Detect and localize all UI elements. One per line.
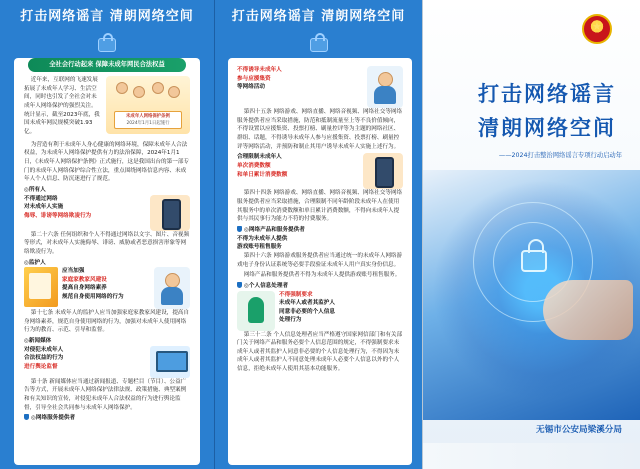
guard-illustration	[237, 291, 275, 331]
footer-wave	[423, 443, 640, 469]
highlight-line: 和单日累计消费数额	[237, 171, 288, 178]
section-heading-guardian: ◎监护人	[24, 259, 46, 266]
fan-illustration	[367, 66, 403, 108]
payment-illustration	[363, 153, 403, 189]
left-panel	[0, 0, 214, 469]
child-head-icon	[116, 82, 128, 94]
guardian-illustration	[154, 267, 190, 309]
section-guardian-row	[24, 267, 190, 309]
highlight-line: 应当加强	[62, 268, 85, 275]
section-heading-all: ◎所有人	[24, 186, 46, 193]
cover-subtitle: ——2024打击整治网络谣言专项行动启动年	[498, 152, 622, 159]
section-heading-service-providers: ◎网络服务提供者	[24, 414, 190, 423]
highlight-line: 未成年人或者其监护人	[279, 300, 335, 307]
middle-content-card	[228, 58, 412, 465]
highlight-line: 游戏账号租售服务	[237, 244, 282, 251]
highlight-line: 同意非必要的个人信息	[279, 308, 335, 315]
article-paragraph: 第十条 新闻媒体应当通过新闻报道、专题栏目（节目）、公益广告等方式，开展未成年人网络保护法律法规、政策措施、典型案例和有关知识的宣传，对侵犯未成年人合法权益的行为进行舆论监督，引导全社会共同参与未成年人网络保护。	[24, 378, 187, 411]
lock-icon	[98, 38, 116, 52]
highlight-line: 规范自身使用网络的行为	[62, 294, 124, 301]
highlight-line: 不得通过网络	[24, 195, 58, 202]
book-illustration	[24, 267, 58, 307]
highlight-line: 不得为未成年人提供	[237, 235, 288, 242]
section-heading-products: ◎网络产品和服务提供者	[237, 226, 403, 235]
highlight-line: 提高自身网络素养	[62, 285, 107, 292]
child-head-icon	[133, 86, 145, 98]
shield-icon	[237, 282, 242, 288]
article-paragraph: 第二十六条 任何组织和个人不得通过网络以文字、图片、音视频等形式，对未成年人实施侮辱、诽谤、威胁或者恶意损害形象等网络欺凌行为。	[24, 231, 190, 255]
phone-illustration	[150, 195, 190, 231]
police-emblem-icon	[582, 14, 612, 44]
article-paragraph: 第四十四条 网络游戏、网络直播、网络音视频、网络社交等网络服务提供者应当采取措施，合理限制不同年龄阶段未成年人在使用其服务中的单次消费数额和单日累计消费数额，不得向未成年人提供与其民事行为能力不符的付费服务。	[237, 190, 403, 223]
intro-paragraph-2: 为营造有利于未成年人身心健康的网络环境，保障未成年人合法权益，为未成年人网络保护提供有力的法治保障，2024年1月1日，《未成年人网络保护条例》正式施行，这是我国出台的第一部专门的未成年人网络保护综合性立法，重点围绕网络信息内容、未成年人个人信息、防沉迷进行了规范。	[24, 141, 190, 183]
section-pill-heading: 全社会行动起来 保障未成年网民合法权益	[28, 58, 186, 72]
cover-panel	[422, 0, 640, 469]
child-head-icon	[152, 82, 164, 94]
cover-title-line-1: 打击网络谣言	[478, 81, 616, 106]
shield-icon	[237, 226, 242, 232]
intro-paragraph: 近年来，互联网的飞速发展拓展了未成年人学习、生活空间，同时也引发了全社会对未成年人网络保护的强烈关注。统计显示，截至2023年底，我国未成年网民规模突破1.93亿。	[24, 77, 100, 135]
block-privacy-row	[237, 291, 403, 331]
highlight-line: 不得诱导未成年人	[237, 67, 282, 73]
family-illustration	[106, 76, 190, 134]
section-all-row	[24, 195, 190, 231]
issuing-organization: 无锡市公安局梁溪分局	[536, 425, 622, 435]
block-spending-row	[237, 153, 403, 189]
media-illustration	[150, 346, 190, 378]
highlight-line: 处理行为	[279, 317, 302, 324]
highlight-line: 进行舆论监督	[24, 364, 58, 371]
middle-panel	[214, 0, 422, 469]
left-banner-title: 打击网络谣言 清朗网络空间	[20, 9, 194, 24]
highlight-line: 对未成年人实施	[24, 204, 64, 211]
highlight-line: 等网络活动	[237, 84, 265, 91]
lock-icon	[310, 38, 328, 52]
highlight-line: 参与应援集资	[237, 75, 271, 82]
article-paragraph: 第十七条 未成年人的监护人应当加强家庭家教家风建设，提高自身网络素养，规范自身使用网络的行为，加强对未成年人使用网络行为的教育、示范、引导和监督。	[24, 310, 190, 334]
hand-graphic	[543, 280, 633, 340]
highlight-line: 对侵犯未成年人	[24, 346, 64, 353]
cover-title-line-2: 清朗网络空间	[478, 115, 616, 140]
highlight-line: 合理限制未成年人	[237, 154, 282, 161]
article-paragraph: 网络产品和服务提供者不得为未成年人提供游戏账号租售服务。	[243, 272, 401, 279]
block-fundraising-row	[237, 66, 403, 108]
section-heading-media: ◎新闻媒体	[24, 338, 52, 345]
highlight-line: 合法权益的行为	[24, 355, 64, 362]
highlight-line: 单次消费数额	[237, 162, 271, 169]
article-paragraph: 第三十二条 个人信息处理者应当严格遵守国家网信部门和有关部门关于网络产品和服务必要个人信息范围的规定，不得强制要求未成年人或者其监护人同意非必要的个人信息处理行为，不得因为未成年人或者其监护人不同意处理未成年人必要个人信息以外的个人信息，拒绝未成年人使用其基本功能服务。	[237, 331, 403, 373]
intro-row	[24, 76, 190, 139]
section-heading-info-processors: ◎个人信息处理者	[237, 282, 403, 291]
middle-banner-title: 打击网络谣言 清朗网络空间	[231, 9, 406, 24]
highlight-line: 侮辱、诽谤等网络欺凌行为	[24, 212, 92, 219]
section-media-row	[24, 346, 190, 378]
child-head-icon	[168, 86, 180, 98]
cyber-security-artwork	[423, 170, 640, 420]
article-paragraph: 第四十六条 网络游戏服务提供者应当通过统一的未成年人网络游戏电子身份认证系统等必要手段验证未成年人用户真实身份信息。	[237, 252, 403, 268]
regulation-book: 未成年人网络保护条例 2024年1月1日起施行	[114, 111, 182, 129]
left-content-card	[14, 58, 200, 465]
highlight-line: 家庭家教家风建设	[62, 276, 107, 283]
article-paragraph: 第四十五条 网络游戏、网络直播、网络音视频、网络社交等网络服务提供者应当采取措施，防范和抵制流量至上等不良价值倾向，不得设置以应援集资、投票打榜、刷量控评等为主题的网络社区、群组、话题，不得诱导未成年人参与应援集资、投票打榜、刷量控评等网络活动，并预防和制止其用户诱导未成年人实施上述行为。	[237, 109, 403, 150]
shield-icon	[24, 414, 29, 420]
highlight-line: 不得强制要求	[279, 291, 313, 298]
lock-icon	[521, 250, 547, 272]
